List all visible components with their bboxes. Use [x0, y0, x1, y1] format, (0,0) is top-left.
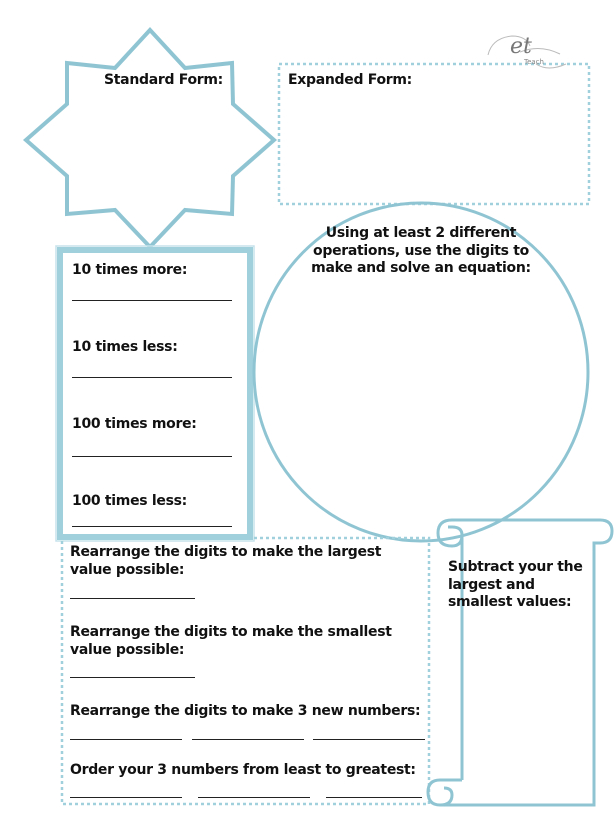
standard-form-label: Standard Form:: [104, 72, 223, 88]
answer-line: [72, 526, 232, 527]
order-numbers-prompt: Order your 3 numbers from least to greatest:: [70, 762, 416, 778]
smallest-value-prompt: Rearrange the digits to make the smallest value possible:: [70, 624, 392, 658]
star-shape: [26, 30, 274, 247]
equation-prompt: Using at least 2 different operations, use the digits to make and solve an equation:: [311, 225, 531, 276]
answer-line: [313, 739, 425, 740]
logo-sub: Teach: [524, 58, 544, 66]
answer-line: [70, 797, 182, 798]
subtract-prompt: Subtract your the largest and smallest values:: [448, 559, 583, 610]
answer-line: [72, 456, 232, 457]
expanded-form-label: Expanded Form:: [288, 72, 412, 88]
ten-times-less-label: 10 times less:: [72, 339, 178, 355]
answer-line: [198, 797, 310, 798]
three-numbers-prompt: Rearrange the digits to make 3 new numbers:: [70, 703, 421, 719]
answer-line: [326, 797, 422, 798]
hundred-times-more-label: 100 times more:: [72, 416, 197, 432]
answer-line: [72, 300, 232, 301]
answer-line: [70, 598, 195, 599]
answer-line: [192, 739, 304, 740]
answer-line: [70, 739, 182, 740]
logo: [496, 34, 566, 74]
hundred-times-less-label: 100 times less:: [72, 493, 187, 509]
ten-times-more-label: 10 times more:: [72, 262, 188, 278]
answer-line: [70, 677, 195, 678]
logo-main: et: [510, 34, 532, 59]
largest-value-prompt: Rearrange the digits to make the largest value possible:: [70, 544, 382, 578]
answer-line: [72, 377, 232, 378]
